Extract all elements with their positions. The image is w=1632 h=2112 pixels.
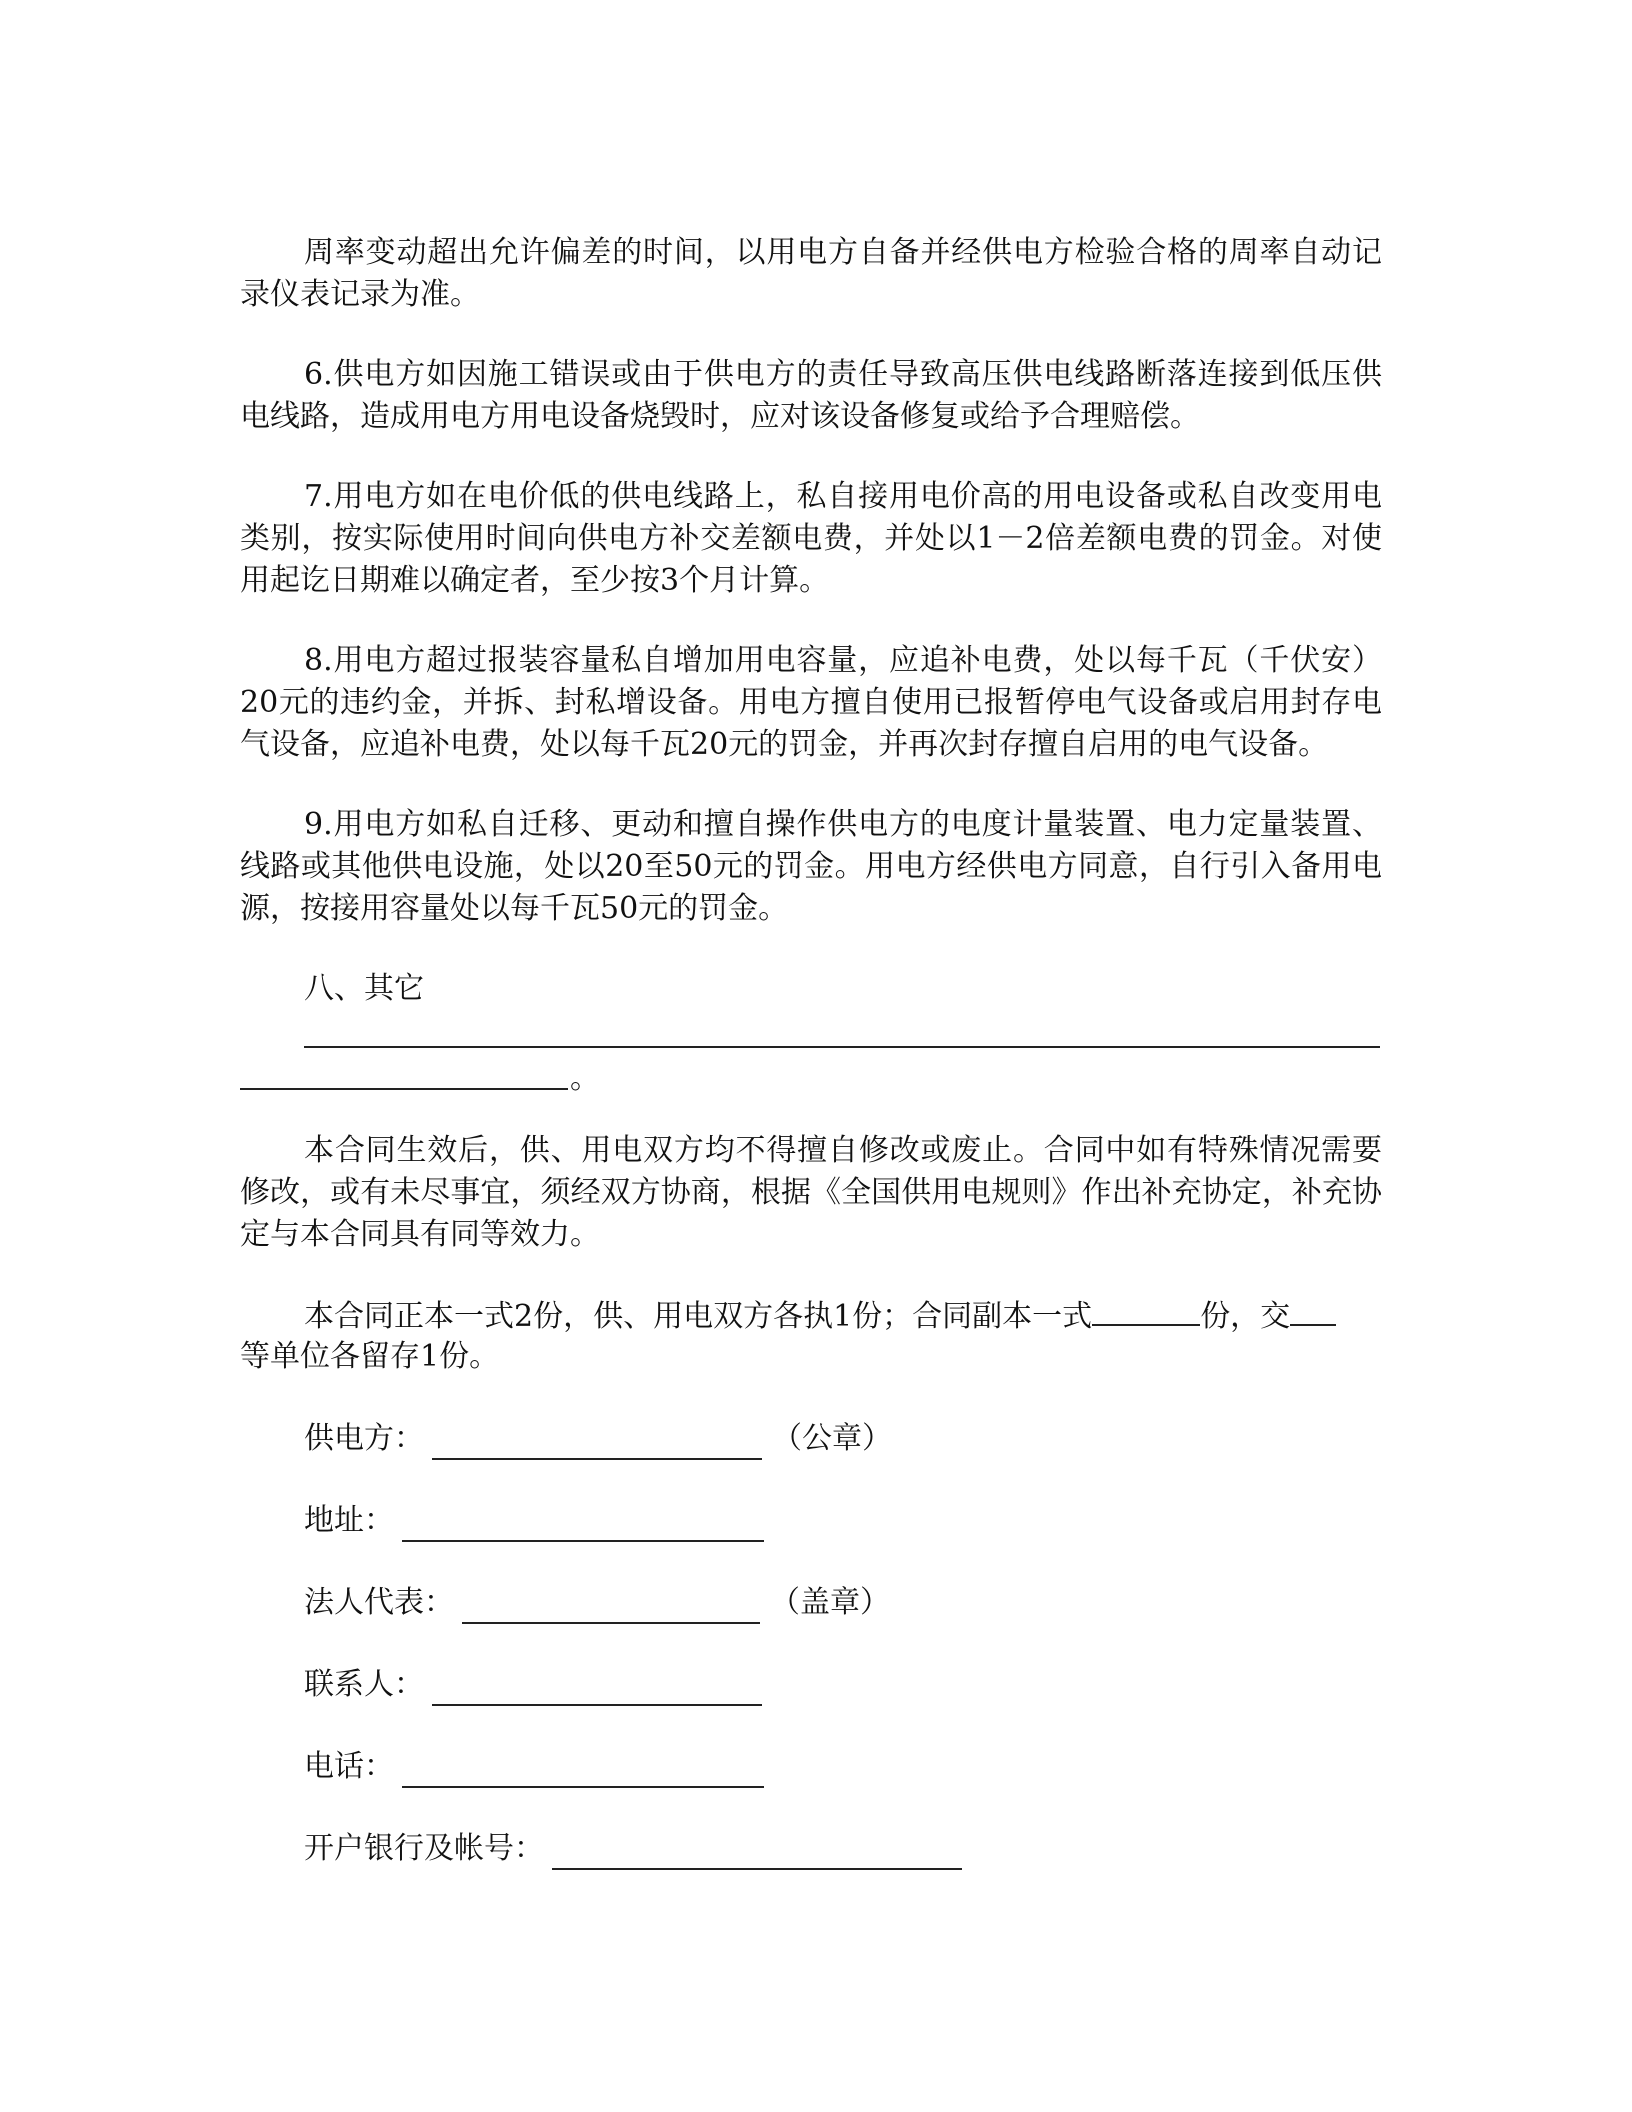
supplier-field (432, 1426, 762, 1460)
signature-legal-rep (304, 1582, 890, 1624)
copies-text-a: 本合同正本一式2份，供、用电双方各执1份；合同副本一式 (304, 1299, 1093, 1334)
supplier-seal-note: （公章） (772, 1421, 892, 1456)
bank-label: 开户银行及帐号： (304, 1831, 544, 1866)
copies-recipient-blank (1290, 1294, 1336, 1326)
legal-rep-field (462, 1590, 760, 1624)
copies-text-b: 份，交 (1200, 1299, 1291, 1334)
paragraph-frequency-deviation: 周率变动超出允许偏差的时间，以用电方自备并经供电方检验合格的周率自动记录仪表记录为准。 (240, 235, 1382, 312)
signature-supplier (304, 1418, 892, 1460)
paragraph-contract-effect: 本合同生效后，供、用电双方均不得擅自修改或废止。合同中如有特殊情况需要修改，或有未尽事宜，须经双方协商，根据《全国供用电规则》作出补充协定，补充协定与本合同具有同等效力。 (240, 1133, 1382, 1252)
paragraph-clause-8: 8.用电方超过报装容量私自增加用电容量，应追补电费，处以每千瓦（千伏安）20元的违约金，并拆、封私增设备。用电方擅自使用已报暂停电气设备或启用封存电气设备，应追补电费，处以每千瓦20元的罚金，并再次封存擅自启用的电气设备。 (240, 643, 1382, 762)
phone-field (402, 1754, 764, 1788)
signature-address (304, 1500, 764, 1542)
signature-phone (304, 1746, 764, 1788)
legal-rep-label: 法人代表： (304, 1585, 454, 1620)
contact-field (432, 1672, 762, 1706)
address-label: 地址： (304, 1503, 394, 1538)
copies-count-blank (1092, 1294, 1200, 1326)
paragraph-clause-7: 7.用电方如在电价低的供电线路上，私自接用电价高的用电设备或私自改变用电类别，按实际使用时间向供电方补交差额电费，并处以1－2倍差额电费的罚金。对使用起讫日期难以确定者，至少按3个月计算。 (240, 479, 1382, 598)
copies-line-2: 等单位各留存1份。 (240, 1339, 500, 1374)
section-8-end-mark: 。 (570, 1061, 600, 1096)
blank-line-other-1 (304, 1046, 1380, 1048)
paragraph-clause-9: 9.用电方如私自迁移、更动和擅自操作供电方的电度计量装置、电力定量装置、线路或其他供电设施，处以20至50元的罚金。用电方经供电方同意，自行引入备用电源，按接用容量处以每千瓦50元的罚金。 (240, 807, 1382, 926)
contact-label: 联系人： (304, 1667, 424, 1702)
copies-line-1 (304, 1294, 1336, 1338)
signature-bank (304, 1828, 962, 1870)
bank-field (552, 1836, 962, 1870)
blank-line-other-2 (240, 1088, 568, 1090)
phone-label: 电话： (304, 1749, 394, 1784)
legal-rep-seal-note: （盖章） (770, 1585, 890, 1620)
signature-contact (304, 1664, 762, 1706)
supplier-label: 供电方： (304, 1421, 424, 1456)
section-8-heading: 八、其它 (304, 971, 424, 1006)
paragraph-clause-6: 6.供电方如因施工错误或由于供电方的责任导致高压供电线路断落连接到低压供电线路，造成用电方用电设备烧毁时，应对该设备修复或给予合理赔偿。 (240, 357, 1382, 434)
address-field (402, 1508, 764, 1542)
